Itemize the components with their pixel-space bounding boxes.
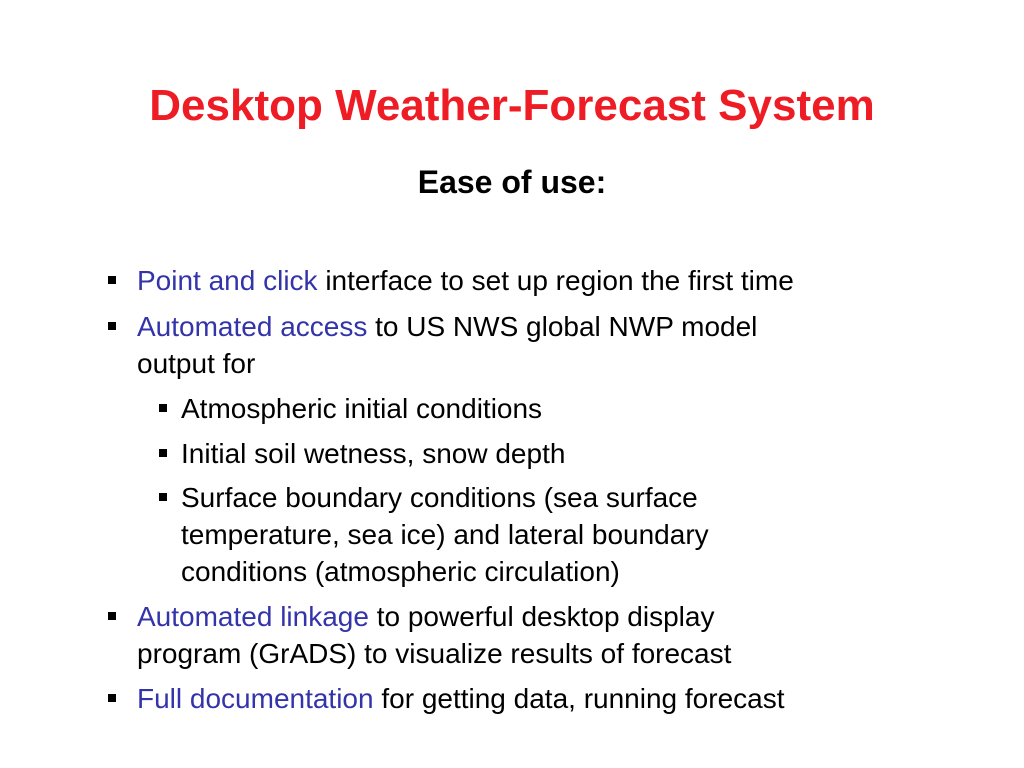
bullet-text: Atmospheric initial conditions [181, 393, 543, 424]
bullet-automated-access [137, 308, 757, 382]
bullet-text: to powerful desktop display [368, 601, 715, 632]
bullet-automated-linkage [137, 598, 731, 672]
bullet-text: interface to set up region the first time [317, 265, 794, 296]
bullet-text-continued: output for [137, 348, 256, 379]
sub-bullet-atmospheric-initial [181, 390, 542, 427]
sub-bullet-soil-wetness [181, 435, 565, 472]
square-bullet-icon [108, 276, 116, 284]
square-bullet-icon [108, 322, 116, 330]
bullet-highlight: Full documentation [137, 683, 374, 714]
square-bullet-icon [159, 493, 167, 501]
bullet-text: to US NWS global NWP model [367, 311, 758, 342]
bullet-highlight: Point and click [137, 265, 318, 296]
square-bullet-icon [159, 449, 167, 457]
sub-bullet-surface-boundary [181, 479, 709, 590]
bullet-text: for getting data, running forecast [373, 683, 785, 714]
square-bullet-icon [108, 694, 116, 702]
bullet-text: Initial soil wetness, snow depth [181, 438, 566, 469]
bullet-highlight: Automated linkage [137, 601, 369, 632]
bullet-highlight: Automated access [137, 311, 368, 342]
bullet-text: Surface boundary conditions (sea surface [181, 482, 698, 513]
square-bullet-icon [108, 612, 116, 620]
bullet-text-continued: conditions (atmospheric circulation) [181, 556, 620, 587]
bullet-text-continued: temperature, sea ice) and lateral boundary [181, 519, 709, 550]
slide-title: Desktop Weather-Forecast System [149, 81, 875, 130]
square-bullet-icon [159, 404, 167, 412]
slide-subtitle: Ease of use: [417, 164, 607, 200]
bullet-point-and-click [137, 262, 794, 299]
bullet-text-continued: program (GrADS) to visualize results of forecast [137, 638, 732, 669]
bullet-full-documentation [137, 680, 785, 717]
